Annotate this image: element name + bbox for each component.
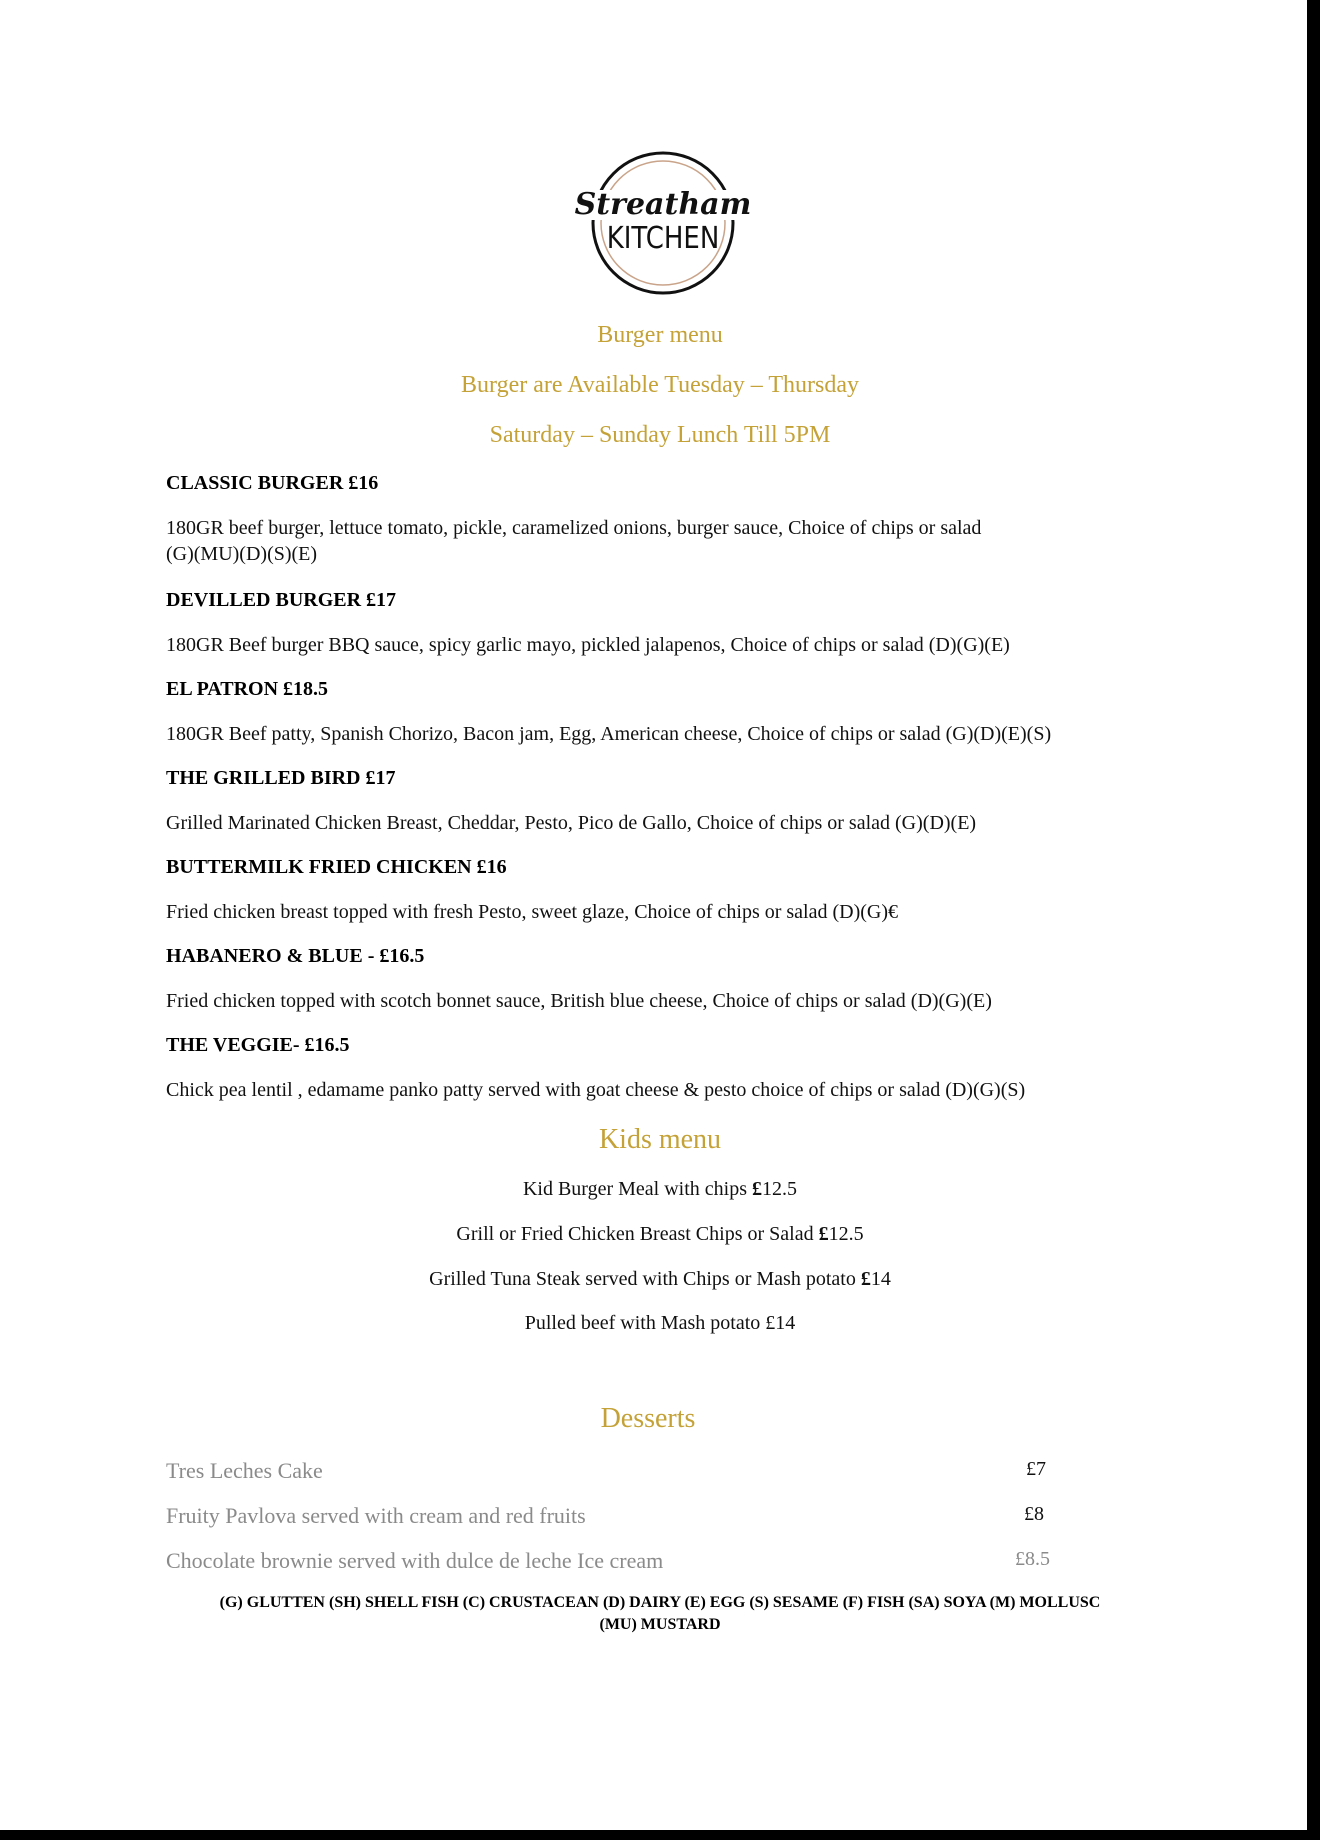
dessert-item bbox=[166, 1458, 1046, 1484]
kids-item-text: Grilled Tuna Steak served with Chips or Mash potato bbox=[429, 1268, 861, 1290]
allergen-legend-line: (MU) MUSTARD bbox=[599, 1616, 721, 1633]
burger-name: BUTTERMILK FRIED CHICKEN £16 bbox=[166, 856, 507, 878]
streatham-kitchen-logo bbox=[574, 148, 752, 298]
burger-menu-title: Burger menu bbox=[597, 322, 723, 348]
kids-item-currency: £ bbox=[860, 1268, 871, 1290]
kids-item-price: 12.5 bbox=[828, 1223, 864, 1245]
logo-word-text: KITCHEN bbox=[606, 220, 720, 256]
dessert-item bbox=[166, 1503, 1046, 1529]
kids-item-price: 12.5 bbox=[762, 1178, 798, 1200]
dessert-item bbox=[166, 1548, 1050, 1574]
kids-item-currency: £ bbox=[752, 1178, 763, 1200]
burger-name: DEVILLED BURGER £17 bbox=[166, 589, 397, 611]
burger-item bbox=[166, 589, 1166, 658]
kids-item-price: 14 bbox=[870, 1268, 891, 1290]
burger-description: Fried chicken breast topped with fresh Pesto, sweet glaze, Choice of chips or salad (D)(G)€ bbox=[166, 901, 899, 923]
kids-menu-item bbox=[0, 1312, 1320, 1335]
kids-item-text: Pulled beef with Mash potato £14 bbox=[524, 1312, 796, 1334]
kids-item-text: Grill or Fried Chicken Breast Chips or Salad bbox=[456, 1223, 819, 1245]
dessert-name: Chocolate brownie served with dulce de leche Ice cream bbox=[166, 1548, 664, 1573]
burger-name: THE GRILLED BIRD £17 bbox=[166, 767, 396, 789]
burger-name: EL PATRON £18.5 bbox=[166, 678, 329, 700]
desserts-title: Desserts bbox=[600, 1403, 696, 1434]
kids-menu-item bbox=[0, 1268, 1320, 1291]
kids-menu-item bbox=[0, 1178, 1320, 1201]
availability-line-1: Burger are Available Tuesday – Thursday bbox=[461, 372, 859, 398]
allergen-legend bbox=[170, 1592, 1150, 1636]
burger-name: THE VEGGIE- £16.5 bbox=[166, 1034, 350, 1056]
burger-item bbox=[166, 945, 1166, 1014]
availability-line-2: Saturday – Sunday Lunch Till 5PM bbox=[489, 422, 831, 448]
burger-description: Grilled Marinated Chicken Breast, Cheddar, Pesto, Pico de Gallo, Choice of chips or salad (G)(D)(E) bbox=[166, 812, 977, 834]
burger-name: HABANERO & BLUE - £16.5 bbox=[166, 945, 425, 967]
burger-item bbox=[166, 472, 1166, 567]
kids-menu-title: Kids menu bbox=[598, 1124, 722, 1155]
dessert-price: £8 bbox=[1024, 1503, 1044, 1525]
dessert-name: Tres Leches Cake bbox=[166, 1458, 323, 1483]
burger-description: Chick pea lentil , edamame panko patty served with goat cheese & pesto choice of chips or salad (D)(G)(S) bbox=[166, 1079, 1026, 1101]
burger-allergens: (G)(MU)(D)(S)(E) bbox=[166, 543, 318, 565]
kids-menu-item bbox=[0, 1223, 1320, 1246]
burger-description: 180GR Beef burger BBQ sauce, spicy garlic mayo, pickled jalapenos, Choice of chips or salad (D)(G)(E) bbox=[166, 634, 1010, 656]
burger-item bbox=[166, 767, 1166, 836]
burger-item bbox=[166, 1034, 1166, 1103]
kids-item-text: Kid Burger Meal with chips bbox=[522, 1178, 753, 1200]
logo-script-text: Streatham bbox=[574, 187, 752, 222]
burger-description: 180GR Beef patty, Spanish Chorizo, Bacon jam, Egg, American cheese, Choice of chips or salad (G)(D)(E)(S) bbox=[166, 723, 1052, 745]
allergen-legend-line: (G) GLUTTEN (SH) SHELL FISH (C) CRUSTACEAN (D) DAIRY (E) EGG (S) SESAME (F) FISH (SA) SOYA (M) MOLLUSC bbox=[219, 1594, 1101, 1611]
burger-name: CLASSIC BURGER £16 bbox=[166, 472, 379, 494]
burger-description: Fried chicken topped with scotch bonnet sauce, British blue cheese, Choice of chips or salad (D)(G)(E) bbox=[166, 990, 992, 1012]
burger-item bbox=[166, 856, 1166, 925]
dessert-price: £7 bbox=[1026, 1458, 1046, 1480]
burger-description: 180GR beef burger, lettuce tomato, pickle, caramelized onions, burger sauce, Choice of chips or salad bbox=[166, 517, 982, 539]
dessert-price: £8.5 bbox=[1015, 1548, 1050, 1570]
burger-item bbox=[166, 678, 1166, 747]
dessert-name: Fruity Pavlova served with cream and red fruits bbox=[166, 1503, 586, 1528]
kids-item-currency: £ bbox=[818, 1223, 829, 1245]
